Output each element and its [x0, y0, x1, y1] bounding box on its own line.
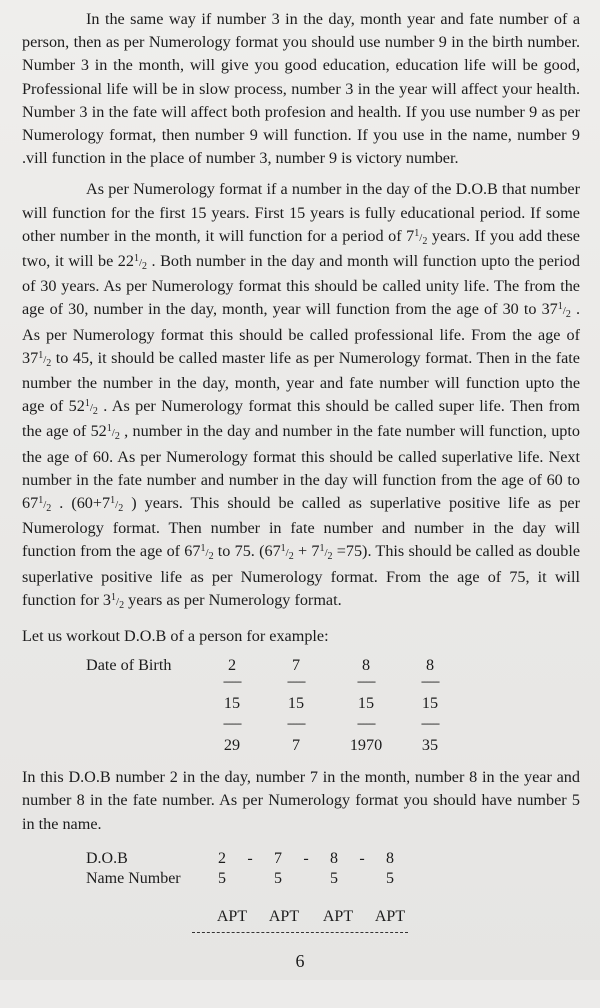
separator: ------	[421, 674, 439, 689]
table-cell: 7	[291, 736, 301, 755]
fraction-half: $^1/_2$	[414, 227, 428, 247]
apt-label: APT	[322, 907, 354, 925]
fraction-half: $^1/_2$	[133, 253, 148, 273]
dob-example-table	[22, 654, 580, 806]
fraction-half: $^1/_2$	[84, 398, 98, 418]
fraction-half: $^1/_2$	[38, 495, 52, 515]
table-cell: 7	[274, 849, 282, 867]
table-cell: 15	[357, 694, 375, 713]
table-cell: 15	[421, 694, 439, 713]
dob-label: Date of Birth	[86, 656, 172, 675]
fraction-half: $^1/_2$	[106, 423, 120, 443]
table-cell: 8	[361, 656, 371, 675]
dob-row-label: D.O.B	[86, 849, 128, 867]
table-cell: 2	[227, 656, 237, 675]
separator: ------	[223, 716, 241, 731]
table-cell: 5	[386, 869, 394, 887]
paragraph-life-periods: As per Numerology format if a number in the day of the D.O.B that number will function for the first 15 years. First 15 years is fully educational period. If some other number in the month, it will function for a period of $7^1/_2$ years. If you add these two, it will be $22^1/_2$ . Both number in the day and month will function upto the period of 30 years. As per Numerology format this should be called unity life. The from the age of 30, number in the day, month, year will function from the age of 30 to $37^1/_2$ . As per Numerology format this should be called professional life. From the age of $37^1/_2$ to 45, it should be called master life as per Numerology format. Then in the fate number the number in the day, month, year and fate number will function upto the age of $52^1/_2$ . As per Numerology format this should be called super life. Then from the age of $52^1/_2$ , number in the day and number in the fate number will function, upto the age of 60. As per Numerology format this should be called superlative life. Next number in the fate number and number in the day will function from the age of 60 to $67^1/_2$ . ($60+7^1/_2$ ) years. This should be called as superlative positive life as per Numerology format. Then number in fate number and number in the day will function from the age of $67^1/_2$ to 75. $(67^1/_2 + 7^1/_2 =75)$. This should be called as double superlative positive life as per Numerology format. From the age of 75, it will function for $3^1/_2$ years as per Numerology format.	[22, 180, 581, 611]
table-cell: 15	[287, 694, 305, 713]
fraction-half: $^1/_2$	[111, 591, 125, 611]
fraction-half: $^1/_2$	[200, 543, 214, 563]
table-cell: 15	[223, 694, 241, 713]
table-cell: 5	[218, 869, 226, 887]
table-cell: 5	[330, 869, 338, 887]
table-cell: -	[247, 849, 253, 867]
separator: ------	[287, 674, 305, 689]
separator: ------	[223, 674, 241, 689]
table-cell: 7	[291, 656, 301, 675]
table-cell: -	[359, 849, 365, 867]
separator: ------	[357, 674, 375, 689]
table-cell: 8	[330, 849, 338, 867]
fraction-half: $^1/_2$	[110, 495, 124, 515]
name-number-table	[22, 848, 580, 1008]
table-cell: 35	[421, 736, 439, 755]
example-intro: Let us workout D.O.B of a person for example:	[22, 627, 329, 646]
apt-label: APT	[374, 907, 406, 925]
table-cell: -	[303, 849, 309, 867]
divider	[192, 932, 408, 933]
separator: ------	[421, 716, 439, 731]
table-cell: 1970	[349, 736, 383, 755]
table-cell: 2	[218, 849, 226, 867]
name-number-label: Name Number	[86, 869, 181, 887]
fraction-half: $^1/_2$	[38, 349, 52, 369]
separator: ------	[287, 716, 305, 731]
separator: ------	[357, 716, 375, 731]
apt-label: APT	[268, 907, 300, 925]
table-cell: 5	[274, 869, 282, 887]
table-cell: 29	[223, 736, 241, 755]
fraction-half: $^1/_2$	[280, 543, 294, 563]
fraction-half: $^1/_2$	[557, 301, 571, 321]
paragraph-number-3: In the same way if number 3 in the day, month year and fate number of a person, then as per Numerology format you should use number 9 in the birth number. Number 3 in the month, will give you good education, education life will be good, Professional life will be in slow process, number 3 in the year will affect your health. Number 3 in the fate will affect both profesion and health. If you use number 9 as per Numerology format, then number 9 will function. If you use in the name, number 9 .vill function in the place of number 3, number 9 is victory number.	[22, 10, 580, 168]
apt-label: APT	[216, 907, 248, 925]
page-number: 6	[295, 951, 305, 971]
fraction-half: $^1/_2$	[319, 543, 333, 563]
table-cell: 8	[386, 849, 394, 867]
table-cell: 8	[425, 656, 435, 675]
paragraph-dob-analysis: In this D.O.B number 2 in the day, number 7 in the month, number 8 in the year and number 8 in the fate number. As per Numerology format you should have number 5 in the name.	[22, 768, 580, 833]
